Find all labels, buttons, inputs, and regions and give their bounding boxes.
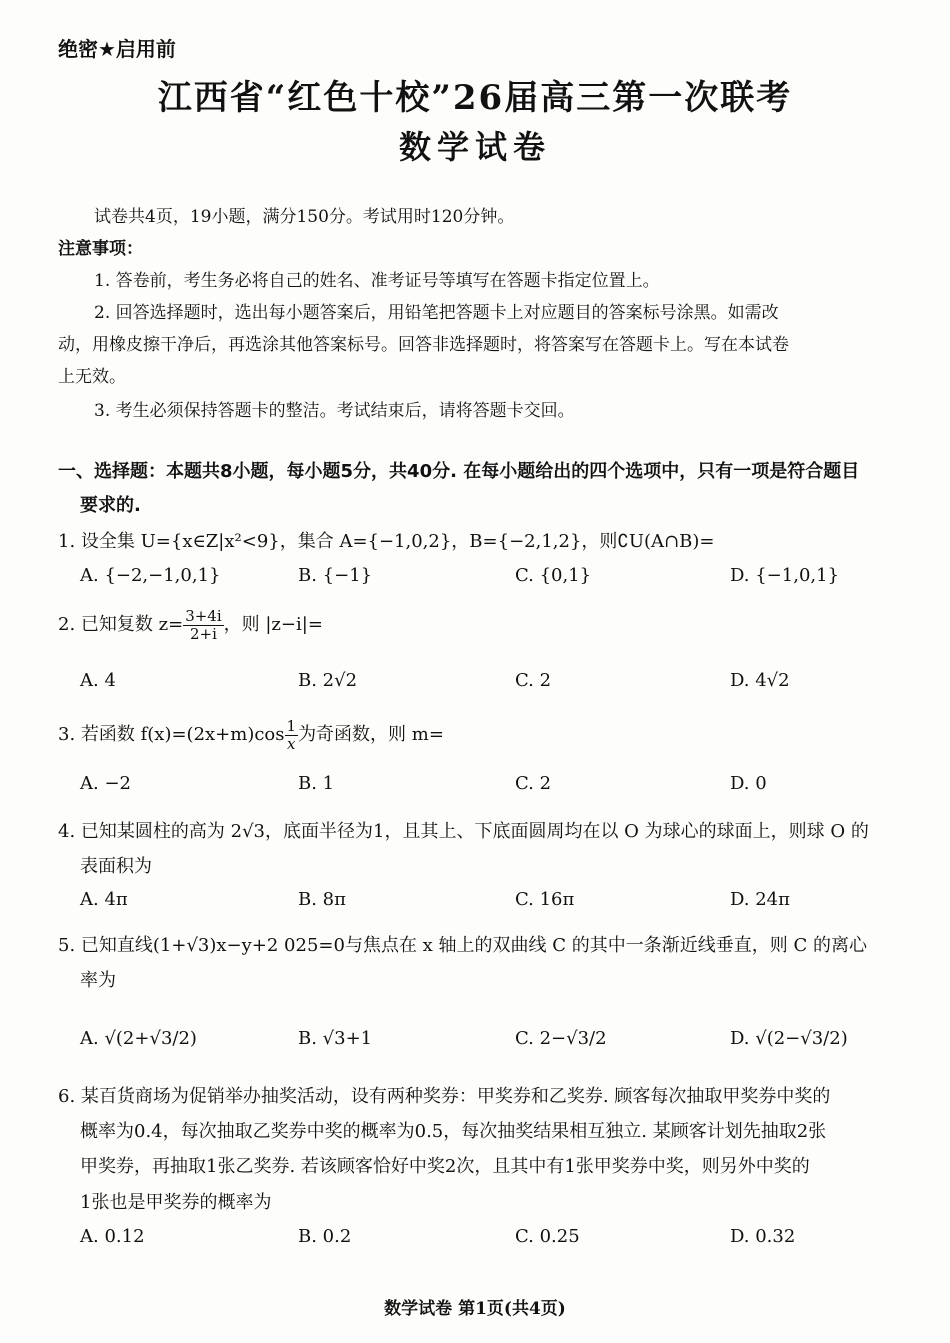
question-2-stem-suffix: ，则 |z−i|= [223,614,323,635]
section-1-heading-cont: 要求的. [80,495,141,516]
note-2-line-3: 上无效。 [58,367,126,387]
question-6-stem-line-4: 1张也是甲奖券的概率为 [80,1192,272,1213]
question-2-stem-prefix: 2. 已知复数 z= [58,614,184,635]
question-6-stem-line-2: 概率为0.4，每次抽取乙奖券中奖的概率为0.5，每次抽奖结果相互独立. 某顾客计划先抽取2张 [80,1121,827,1142]
question-3-frac-den: x [287,734,296,753]
question-3-option-c: C. 2 [515,773,552,794]
note-1: 1. 答卷前，考生务必将自己的姓名、准考证号等填写在答题卡指定位置上。 [94,271,660,291]
question-4-stem-line-1: 4. 已知某圆柱的高为 2√3，底面半径为1，且其上、下底面圆周均在以 O 为球心的球面上，则球 O 的 [58,821,869,842]
question-3-stem [58,718,444,752]
question-4-stem-line-2: 表面积为 [80,856,152,877]
question-5-option-d: D. √(2−√3/2) [730,1028,848,1049]
note-3: 3. 考生必须保持答题卡的整洁。考试结束后，请将答题卡交回。 [94,401,575,421]
question-2-stem [58,608,323,642]
question-6-option-a: A. 0.12 [80,1226,145,1247]
question-3-option-b: B. 1 [298,773,335,794]
note-2-line-2: 动，用橡皮擦干净后，再选涂其他答案标号。回答非选择题时，将答案写在答题卡上。写在本试卷 [58,335,789,355]
question-6-stem-line-1: 6. 某百货商场为促销举办抽奖活动，设有两种奖券：甲奖券和乙奖券. 顾客每次抽取甲奖券中奖的 [58,1086,831,1107]
exam-title: 江西省“红色十校”26届高三第一次联考 [157,78,793,118]
question-2-option-b: B. 2√2 [298,670,358,691]
question-4-option-c: C. 16π [515,889,575,910]
question-4-option-b: B. 8π [298,889,346,910]
question-6-option-b: B. 0.2 [298,1226,352,1247]
confidential-label: 绝密★启用前 [58,37,176,61]
exam-summary: 试卷共4页，19小题，满分150分。考试用时120分钟。 [94,207,515,227]
question-3-stem-suffix: 为奇函数，则 m= [298,724,444,745]
question-5-option-a: A. √(2+√3/2) [80,1028,197,1049]
question-4-option-a: A. 4π [80,889,128,910]
note-2-line-1: 2. 回答选择题时，选出每小题答案后，用铅笔把答题卡上对应题目的答案标号涂黑。如需改 [94,303,779,323]
question-3-stem-prefix: 3. 若函数 f(x)=(2x+m)cos [58,724,285,745]
exam-subtitle: 数学试卷 [398,128,551,166]
question-5-stem-line-2: 率为 [80,970,116,991]
question-3-option-d: D. 0 [730,773,767,794]
question-6-option-d: D. 0.32 [730,1226,796,1247]
question-2-option-c: C. 2 [515,670,552,691]
question-2-option-d: D. 4√2 [730,670,790,691]
question-6-stem-line-3: 甲奖券，再抽取1张乙奖券. 若该顾客恰好中奖2次，且其中有1张甲奖券中奖，则另外中奖的 [80,1156,810,1177]
question-2-frac-den: 2+i [189,624,217,643]
question-3-fraction [285,718,299,752]
question-2-option-a: A. 4 [80,670,116,691]
question-1-option-c: C. {0,1} [515,565,592,586]
question-2-frac-num: 3+4i [185,607,222,625]
question-5-option-c: C. 2−√3/2 [515,1028,607,1049]
question-3-option-a: A. −2 [80,773,131,794]
question-1-option-b: B. {−1} [298,565,373,586]
section-1-heading: 一、选择题：本题共8小题，每小题5分，共40分. 在每小题给出的四个选项中，只有一项是符合题目 [58,461,860,482]
question-5-option-b: B. √3+1 [298,1028,373,1049]
question-1-option-d: D. {−1,0,1} [730,565,840,586]
question-2-fraction [183,608,223,642]
page-footer: 数学试卷 第1页(共4页) [384,1299,566,1319]
question-3-frac-num: 1 [286,717,297,735]
question-5-stem-line-1: 5. 已知直线(1+√3)x−y+2 025=0与焦点在 x 轴上的双曲线 C 的其中一条渐近线垂直，则 C 的离心 [58,935,867,956]
question-1-option-a: A. {−2,−1,0,1} [80,565,221,586]
question-4-option-d: D. 24π [730,889,790,910]
question-6-option-c: C. 0.25 [515,1226,580,1247]
question-1-stem: 1. 设全集 U={x∈Z|x²<9}，集合 A={−1,0,2}，B={−2,1,2}，则∁U(A∩B)= [58,531,715,552]
notes-title: 注意事项： [58,239,143,259]
